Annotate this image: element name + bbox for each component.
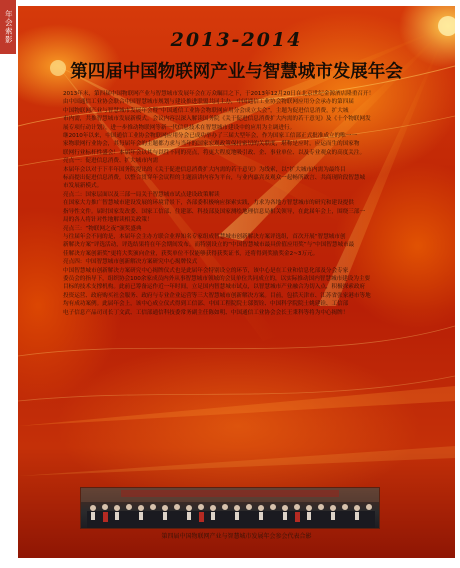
page-title: 第四届中国物联网产业与智慧城市发展年会 (70, 62, 403, 82)
photo-caption: 第四届中国物联网产业与智慧城市发展年会参会代表合影 (161, 533, 312, 540)
highlight-one (52, 157, 432, 191)
highlight-four (52, 258, 432, 317)
article-body (52, 90, 432, 317)
text-line: 投资运营、政府购买社会服务、政府与专业企业运营等三大智慧城市创新解决方案。目前，包括天津市、江苏省张家港市等地 (63, 292, 371, 299)
paragraph-history (52, 132, 432, 157)
text-line: 中国物联网产业与智慧城市发展年会暨“中国通信工业协会物联网应用分会成立大会”，主题为促进信息消费，扩大城 (63, 107, 349, 114)
poster (18, 6, 455, 558)
highlight-heading: 亮点三：“物联网之夜”颁奖盛典 (63, 225, 142, 232)
text-line: 市发展新模式。 (63, 183, 103, 190)
text-line: 佳解决方案创新奖”更将大奖颁向企业，获奖单位不仅能够获得获奖证书，还将得到奖励奖金2~3万元。 (63, 250, 319, 257)
text-line: 局的各人将针对性地解读相关政策！ (63, 217, 153, 224)
text-line: 2013年末，第四届中国物联网产业与智慧城市发展年会在万众瞩目之下，于2013年12月20日在北京世纪金源酒店隆重召开！ (63, 91, 375, 97)
text-line: 家物联网行业协会，其每届年会的主题都力求与当年的国家宏观政策保持密切的关联度，堪称是应时，应运而生的国家物 (63, 141, 360, 148)
text-line: 市内需，共推智慧城市发展新模式。会议内容以深入解读国务院《关于促进信息消费扩大内需的若干意见》及《十个物联网发 (63, 116, 371, 123)
text-line: 均有成功案例。此届年会上，该中心成立仪式得到工信部、中国工程院院士邬贺铨、中国科学院院士姚建铨、工信部 (63, 301, 349, 308)
highlight-heading: 亮点二：国家层面以及三部一局关于智慧城市试点建设政策解读 (63, 191, 220, 198)
highlight-two (52, 191, 432, 225)
text-line: 本届年会以对于下半年国务院提出的《关于促进信息消费扩大内需的若干意见》为线索，以“扩大城市内需为最终目 (63, 166, 346, 173)
event-year: 2013-2014 (170, 29, 303, 51)
highlight-three (52, 225, 432, 259)
text-line: 中国智慧城市创新解决方案研究中心揭牌仪式也是此届年会特别设立的环节，该中心是在工业和信息化部及分会专家 (63, 267, 349, 274)
text-line: 目标的技术支撑机构。此前已筹备运作近一年时间，立足国内智慧城市试点，以智慧城市产业融合为切入点，积极探索政府 (63, 284, 366, 291)
text-line: 指导性文件。届时国家发改委、国家工信部、住建部、科技部及国家测绘地理信息局相关领导，在此届年会上，围绕三部一 (63, 208, 366, 215)
text-line: 由中国通信工业协会联合中国智慧城市规划与建设推进联盟共同主办，中国通信工业协会物联网应用分会承办的第四届 (63, 99, 354, 106)
text-line: 委员会的指导下，组织协会100余家成员内外从事智慧城市领域的会员单位共同成立的，以实际推动国内智慧城市建设为主要 (63, 275, 371, 282)
group-photo-people (81, 488, 379, 528)
section-tab: 年会索影 (0, 0, 16, 54)
text-line: 展专项行动计划》，进一步推动物联网等新一代信息技术在智慧城市建设中的应用为主调进行。 (63, 124, 296, 131)
highlight-heading: 亮点一：促进信息消费、扩大城市内需 (63, 158, 159, 165)
text-line: 标而提出促进信息消费，以整合贯穿年会议程的主题演讲内容为平台，与业内嘉宾及观众一起畅所欲言、共商现阶段智慧城 (63, 175, 366, 182)
highlight-heading: 亮点四：中国智慧城市创新解决方案研究中心揭牌仪式 (63, 259, 198, 266)
text-line: 继2010年以来，中国通信工业协会物联网应用分会已成功举办了三届大型年会，作为国家工信部正式批准成立的唯一一 (63, 133, 357, 140)
paragraph-intro (52, 90, 432, 132)
text-line: 电子信息产品司司长丁文武、工信部通信科技委常务副主任陈如明、中国通信工业协会会长王秉科等将为中心揭牌！ (63, 309, 349, 316)
text-line: 新解决方案”评选活动，评选结果将在年会期间发布，而特别设立的“中国智慧城市最具价值应用奖”与“中国智慧城市最 (63, 242, 355, 249)
group-photo (80, 487, 380, 529)
text-line: 在国家大力推广智慧城市建设发展的环境背景下，各部委积极响应探索实践，力求为各地方智慧城市的研究和建设提供 (63, 200, 354, 207)
text-line: 联网行业标杆性盛会！本届年会以其与以往不同的亮点，将更大程度地吸引政、企、事业单位、以及专业观众的高度关注。 (63, 149, 366, 156)
text-line: 与往届年会不同的是，本届年会主办方联合业界知名专家组成智慧城市创新解决方案评选组，首次开展“智慧城市创 (63, 233, 346, 240)
